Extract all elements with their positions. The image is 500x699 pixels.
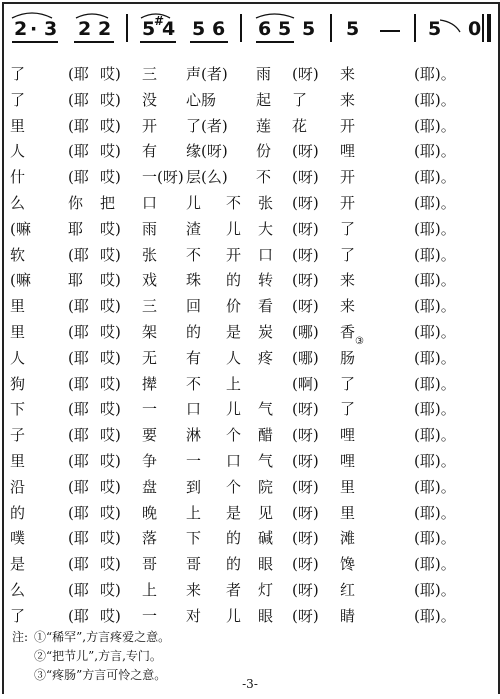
lyric-cell: 儿: [226, 400, 242, 419]
lyric-row: [0, 526, 500, 551]
lyric-cell: 哎): [100, 503, 121, 522]
lyric-cell: (呀): [292, 581, 319, 599]
lyric-cell: (耶)。: [414, 65, 456, 83]
lyric-cell: 渣: [186, 219, 202, 238]
lyric-cell: (耶: [68, 555, 89, 574]
lyric-cell: 里: [340, 503, 356, 522]
lyric-cell: 哎): [100, 400, 121, 419]
lyric-cell: 了: [340, 400, 356, 419]
note-item: ①“稀罕”,方言疼爱之意。: [34, 630, 171, 644]
lyric-cell: 哎): [100, 142, 121, 161]
lyric-cell: (耶)。: [414, 245, 456, 264]
lyric-row: [0, 449, 500, 474]
lyric-row: [0, 268, 500, 293]
lyric-cell: 红: [340, 581, 356, 599]
lyric-cell: 价: [226, 297, 242, 316]
note-2: 2: [98, 18, 112, 40]
note-6: 6: [212, 18, 226, 40]
note-5: 5: [192, 18, 206, 40]
lyric-cell: 什: [10, 168, 26, 187]
lyric-cell: 架: [142, 323, 158, 341]
lyric-cell: 开: [340, 116, 356, 135]
lyric-cell: 里: [10, 323, 26, 341]
note-5: 5: [278, 18, 292, 40]
lyric-cell: 是: [226, 503, 242, 522]
bar-line: [414, 14, 416, 42]
lyric-row: [0, 139, 500, 164]
lyric-cell: 哎): [100, 426, 121, 445]
lyric-cell: 醋: [258, 426, 274, 445]
lyric-cell: 哎): [100, 65, 121, 83]
lyric-cell: 哥: [142, 555, 158, 574]
lyric-cell: 儿: [186, 194, 202, 212]
lyric-cell: 一: [186, 452, 202, 470]
lyric-cell: 院: [258, 477, 274, 496]
lyric-cell: 灯: [258, 581, 274, 599]
page-number: -3-: [242, 677, 258, 691]
lyric-cell: 雨: [142, 219, 158, 238]
lyric-cell: (耶: [68, 323, 89, 341]
lyric-row: [0, 88, 500, 113]
beam: [12, 41, 58, 43]
lyric-cell: 么: [10, 194, 26, 212]
lyric-cell: 气: [258, 400, 274, 419]
lyric-cell: 哎): [100, 452, 121, 470]
lyric-cell: 哎): [100, 374, 121, 393]
footnote-marker: ③: [355, 336, 364, 347]
lyric-cell: 没: [142, 90, 158, 109]
lyric-cell: 不: [256, 168, 272, 187]
lyric-cell: (呀): [292, 529, 319, 548]
lyric-cell: 撵: [142, 374, 158, 393]
lyric-cell: 馋: [340, 555, 356, 574]
lyric-cell: 缘(呀): [186, 142, 228, 161]
lyric-cell: 哎): [100, 323, 121, 341]
lyric-cell: (耶)。: [414, 555, 456, 574]
lyric-cell: 眼: [258, 555, 274, 574]
lyric-cell: 碱: [258, 529, 274, 548]
lyric-row: [0, 372, 500, 397]
beam: [140, 41, 176, 43]
lyric-cell: 把: [100, 194, 116, 212]
beam: [74, 41, 114, 43]
music-notation: [8, 8, 492, 48]
lyric-cell: 张: [142, 245, 158, 264]
lyric-cell: (呀): [292, 297, 319, 316]
lyric-cell: 是: [10, 555, 26, 574]
lyric-cell: (耶: [68, 297, 89, 316]
lyric-cell: 哩: [340, 142, 356, 161]
lyric-row: [0, 320, 500, 345]
lyric-row: [0, 62, 500, 87]
lyric-cell: 开: [226, 245, 242, 264]
lyric-cell: 肠: [340, 348, 356, 367]
lyric-cell: 开: [142, 116, 158, 135]
lyric-cell: 莲: [256, 116, 272, 135]
lyric-cell: 了: [10, 606, 26, 625]
lyric-cell: 了: [340, 245, 356, 264]
lyric-cell: (耶: [68, 400, 89, 419]
lyric-cell: 有: [142, 142, 158, 161]
lyric-cell: 口: [258, 245, 274, 264]
final-bar-thick: [487, 14, 491, 42]
lyric-cell: 有: [186, 348, 202, 367]
lyric-cell: 下: [186, 529, 202, 548]
lyric-row: [0, 294, 500, 319]
lyric-cell: 里: [10, 452, 26, 470]
lyric-cell: 哎): [100, 606, 121, 625]
lyric-cell: (呀): [292, 477, 319, 496]
lyric-cell: (耶: [68, 452, 89, 470]
lyric-row: [0, 578, 500, 603]
lyric-cell: 哎): [100, 529, 121, 548]
lyric-cell: 到: [186, 477, 202, 496]
lyric-cell: 层(么): [186, 168, 228, 187]
lyric-cell: 要: [142, 426, 158, 445]
lyric-cell: 气: [258, 452, 274, 470]
lyric-cell: 了: [340, 219, 356, 238]
lyric-cell: (呀): [292, 452, 319, 470]
note-2: 2: [14, 18, 28, 40]
lyric-row: [0, 114, 500, 139]
lyric-cell: 一: [142, 606, 158, 625]
bar-line: [330, 14, 332, 42]
lyric-row: [0, 423, 500, 448]
lyric-cell: 起: [256, 90, 272, 109]
lyric-cell: (耶)。: [414, 529, 456, 548]
lyric-cell: 晚: [142, 503, 158, 522]
final-bar: [482, 14, 484, 42]
lyric-cell: (呀): [292, 426, 319, 445]
lyric-cell: 儿: [226, 606, 242, 625]
lyric-cell: (耶)。: [414, 477, 456, 496]
lyric-row: [0, 604, 500, 629]
lyric-cell: 三: [142, 297, 158, 316]
lyric-cell: 不: [186, 374, 202, 393]
lyric-cell: 个: [226, 477, 242, 496]
lyric-cell: 来: [186, 581, 202, 599]
lyric-row: [0, 217, 500, 242]
lyric-cell: 三: [142, 65, 158, 83]
note-5: 5: [346, 18, 360, 40]
lyric-cell: 口: [142, 194, 158, 212]
lyric-cell: (耶)。: [414, 323, 456, 341]
beam: [256, 41, 294, 43]
lyric-cell: (嘛: [10, 271, 31, 290]
note-5: 5: [302, 18, 316, 40]
lyric-cell: 个: [226, 426, 242, 445]
lyric-cell: 了(者): [186, 116, 228, 135]
lyric-row: [0, 552, 500, 577]
lyric-cell: 来: [340, 90, 356, 109]
lyric-cell: 的: [226, 271, 242, 290]
lyric-cell: (耶)。: [414, 400, 456, 419]
lyric-cell: 不: [186, 245, 202, 264]
lyric-cell: 大: [258, 219, 274, 238]
extension-dash: [380, 30, 400, 32]
lyric-cell: 里: [340, 477, 356, 496]
lyric-cell: 的: [226, 529, 242, 548]
lyric-cell: 一: [142, 400, 158, 419]
lyric-cell: (耶)。: [414, 297, 456, 316]
note-5: 5: [142, 18, 156, 40]
lyric-cell: 疼: [258, 348, 274, 367]
lyric-cell: 哎): [100, 168, 121, 187]
lyric-cell: (耶)。: [414, 219, 456, 238]
lyric-cell: 的: [186, 323, 202, 341]
lyric-cell: (耶)。: [414, 426, 456, 445]
lyric-cell: 转: [258, 271, 274, 290]
lyric-cell: (嘛: [10, 219, 31, 238]
lyric-cell: (耶)。: [414, 452, 456, 470]
lyric-cell: 是: [226, 323, 242, 341]
lyric-cell: (耶)。: [414, 168, 456, 187]
note-item: ③“疼肠”方言可怜之意。: [34, 668, 167, 682]
lyric-cell: 对: [186, 606, 202, 625]
lyric-cell: 的: [226, 555, 242, 574]
lyric-cell: 么: [10, 581, 26, 599]
lyric-cell: (耶: [68, 426, 89, 445]
lyric-cell: (呀): [292, 503, 319, 522]
lyric-cell: (耶: [68, 477, 89, 496]
lyric-cell: 睛: [340, 606, 356, 625]
lyric-cell: 份: [256, 142, 272, 161]
lyric-cell: 你: [68, 194, 84, 212]
lyric-row: [0, 501, 500, 526]
lyric-cell: 淋: [186, 426, 202, 445]
lyric-cell: (耶: [68, 374, 89, 393]
lyric-row: [0, 475, 500, 500]
lyric-cell: 炭: [258, 323, 274, 341]
lyric-cell: (耶: [68, 606, 89, 625]
dot: ·: [30, 18, 38, 40]
lyric-cell: 珠: [186, 271, 202, 290]
lyric-row: [0, 346, 500, 371]
lyric-cell: 了: [10, 65, 26, 83]
lyric-cell: 噗: [10, 529, 26, 548]
lyric-cell: (耶: [68, 503, 89, 522]
lyric-cell: (呀): [292, 271, 319, 290]
lyric-cell: 了: [292, 90, 308, 109]
lyric-row: [0, 397, 500, 422]
note-5: 5: [428, 18, 442, 40]
lyric-row: [0, 191, 500, 216]
lyric-cell: 者: [226, 581, 242, 599]
lyric-cell: 哎): [100, 90, 121, 109]
lyric-cell: (耶)。: [414, 348, 456, 367]
lyric-cell: 哩: [340, 452, 356, 470]
lyric-cell: (呀): [292, 400, 319, 419]
lyric-cell: (哪): [292, 348, 319, 367]
lyric-cell: 花: [292, 116, 308, 135]
lyric-cell: 上: [226, 374, 242, 393]
lyric-cell: (耶)。: [414, 116, 456, 135]
lyric-cell: 戏: [142, 271, 158, 290]
lyric-cell: (耶: [68, 245, 89, 264]
lyric-cell: 上: [186, 503, 202, 522]
lyric-cell: (耶: [68, 65, 89, 83]
lyric-cell: (耶)。: [414, 503, 456, 522]
lyric-cell: 来: [340, 297, 356, 316]
lyric-cell: 来: [340, 65, 356, 83]
lyric-row: [0, 165, 500, 190]
lyric-cell: 口: [186, 400, 202, 419]
sharp-sign: #: [154, 14, 165, 28]
note-6: 6: [258, 18, 272, 40]
lyric-cell: (呀): [292, 606, 319, 625]
lyric-cell: 哎): [100, 555, 121, 574]
lyric-cell: 无: [142, 348, 158, 367]
lyric-cell: 不: [226, 194, 242, 212]
lyric-cell: (耶: [68, 90, 89, 109]
lyric-cell: 张: [258, 194, 274, 212]
notes-label: 注:: [12, 630, 29, 644]
lyric-cell: 来: [340, 271, 356, 290]
lyric-cell: (耶)。: [414, 606, 456, 625]
lyric-cell: (耶)。: [414, 581, 456, 599]
lyric-cell: 哎): [100, 245, 121, 264]
lyric-cell: 哎): [100, 271, 121, 290]
lyric-cell: (耶: [68, 348, 89, 367]
lyric-cell: (呀): [292, 65, 319, 83]
lyric-cell: 哥: [186, 555, 202, 574]
lyric-cell: (耶)。: [414, 271, 456, 290]
beam: [190, 41, 228, 43]
lyric-cell: 软: [10, 245, 26, 264]
lyric-cell: 盘: [142, 477, 158, 496]
lyric-cell: 回: [186, 297, 202, 316]
lyric-cell: (耶: [68, 581, 89, 599]
lyric-cell: 落: [142, 529, 158, 548]
lyric-cell: 了: [340, 374, 356, 393]
lyric-cell: (耶: [68, 116, 89, 135]
note-3: 3: [44, 18, 58, 40]
lyric-cell: 人: [226, 348, 242, 367]
lyric-cell: (耶: [68, 529, 89, 548]
lyric-cell: 滩: [340, 529, 356, 548]
lyric-cell: 见: [258, 503, 274, 522]
lyric-cell: 哎): [100, 297, 121, 316]
lyric-cell: (耶)。: [414, 194, 456, 212]
lyric-cell: (啊): [292, 374, 319, 393]
lyric-cell: 声(者): [186, 65, 228, 83]
lyric-cell: 心肠: [186, 90, 217, 109]
note-item: ②“把节儿”,方言,专门。: [34, 649, 162, 663]
lyric-cell: (耶: [68, 168, 89, 187]
lyric-cell: 哎): [100, 581, 121, 599]
lyric-cell: 眼: [258, 606, 274, 625]
lyric-cell: 人: [10, 142, 26, 161]
lyric-cell: (呀): [292, 194, 319, 212]
bar-line: [240, 14, 242, 42]
lyric-cell: 一(呀): [142, 168, 184, 187]
lyric-cell: 哎): [100, 219, 121, 238]
lyric-cell: (耶)。: [414, 142, 456, 161]
lyric-cell: 口: [226, 452, 242, 470]
lyric-cell: 哎): [100, 348, 121, 367]
lyric-cell: (呀): [292, 245, 319, 264]
note-0: 0: [468, 18, 482, 40]
lyric-cell: 开: [340, 168, 356, 187]
lyric-cell: 哎): [100, 477, 121, 496]
lyric-cell: 的: [10, 503, 26, 522]
lyric-cell: 香: [340, 323, 356, 341]
lyric-cell: (耶: [68, 142, 89, 161]
lyric-cell: 儿: [226, 219, 242, 238]
lyric-row: [0, 243, 500, 268]
lyric-cell: 子: [10, 426, 26, 445]
lyric-cell: (耶)。: [414, 90, 456, 109]
lyric-cell: (哪): [292, 323, 319, 341]
lyric-cell: 人: [10, 348, 26, 367]
lyric-cell: 上: [142, 581, 158, 599]
note-2: 2: [78, 18, 92, 40]
lyric-cell: 开: [340, 194, 356, 212]
lyric-cell: 里: [10, 297, 26, 316]
lyric-cell: 哩: [340, 426, 356, 445]
lyric-cell: (呀): [292, 555, 319, 574]
lyric-cell: 耶: [68, 219, 84, 238]
lyric-cell: 里: [10, 116, 26, 135]
lyric-cell: 耶: [68, 271, 84, 290]
lyric-cell: 雨: [256, 65, 272, 83]
lyric-cell: (呀): [292, 142, 319, 161]
lyric-cell: 争: [142, 452, 158, 470]
lyric-cell: 下: [10, 400, 26, 419]
lyric-cell: (呀): [292, 219, 319, 238]
lyric-cell: 了: [10, 90, 26, 109]
lyric-cell: 狗: [10, 374, 26, 393]
lyric-cell: (耶)。: [414, 374, 456, 393]
bar-line: [126, 14, 128, 42]
lyric-cell: (呀): [292, 168, 319, 187]
note-4: 4: [162, 18, 176, 40]
lyric-cell: 看: [258, 297, 274, 316]
lyric-cell: 沿: [10, 477, 26, 496]
lyric-cell: 哎): [100, 116, 121, 135]
